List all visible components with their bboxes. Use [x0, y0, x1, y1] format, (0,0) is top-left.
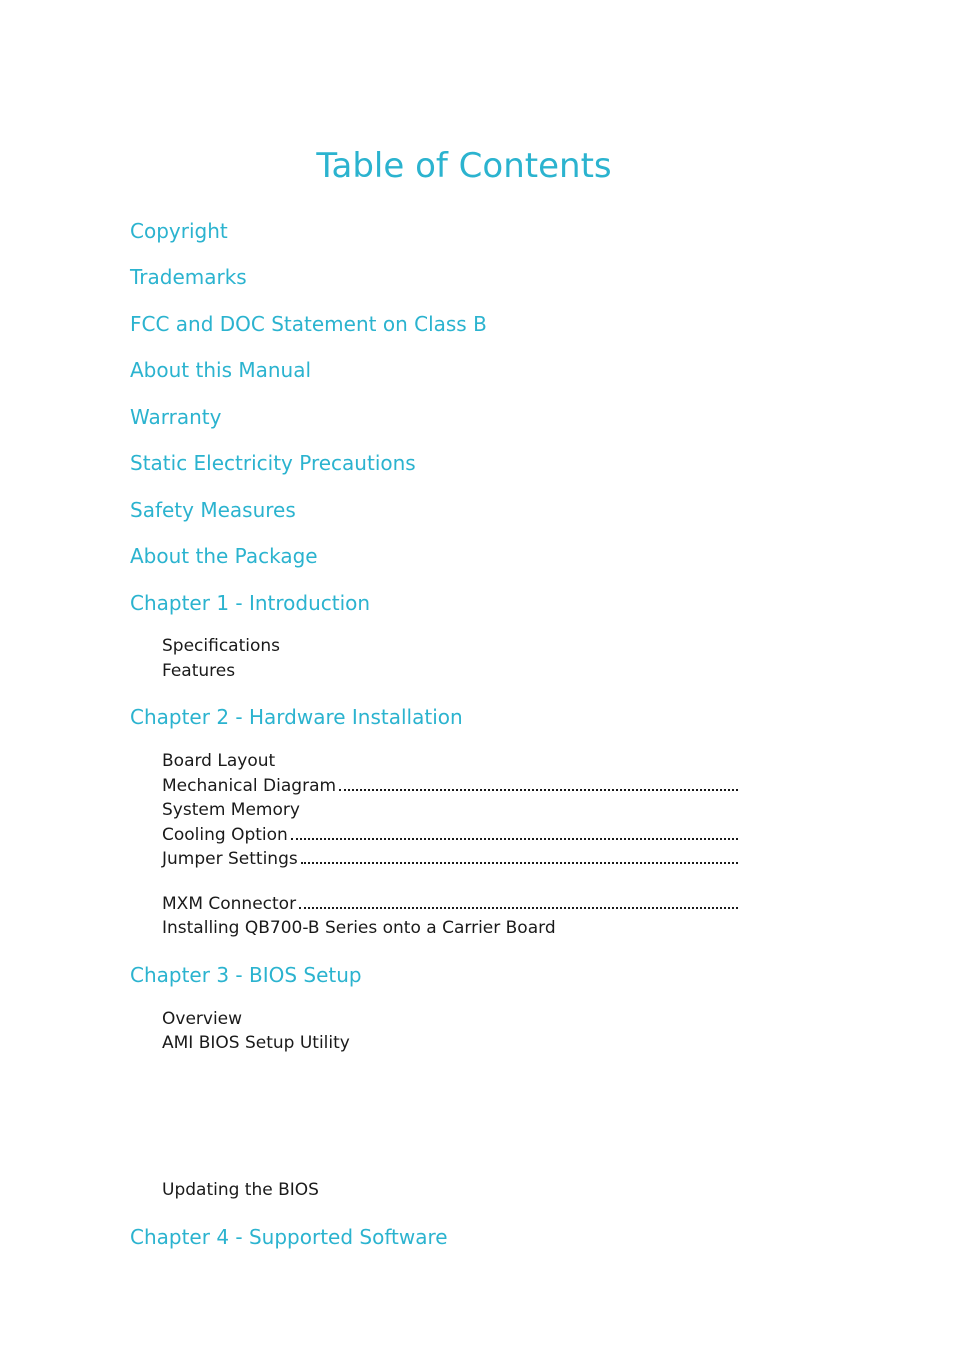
toc-subentry-features[interactable]: Features	[162, 661, 236, 681]
toc-subentry-label: Jumper Settings	[162, 849, 298, 869]
toc-chapter-4[interactable]: Chapter 4 - Supported Software	[130, 1225, 448, 1249]
dot-leader	[339, 774, 738, 791]
toc-subentry-mechanical-diagram[interactable]	[162, 774, 738, 798]
toc-subentry-overview[interactable]: Overview	[162, 1009, 243, 1029]
toc-entry-trademarks[interactable]: Trademarks	[130, 265, 247, 289]
dot-leader	[301, 847, 738, 864]
toc-subentry-board-layout[interactable]: Board Layout	[162, 751, 276, 771]
toc-entry-safety-measures[interactable]: Safety Measures	[130, 498, 296, 522]
toc-subentry-label: Cooling Option	[162, 825, 288, 845]
toc-subentry-label: MXM Connector	[162, 894, 297, 914]
toc-subentry-cooling-option[interactable]	[162, 823, 738, 847]
toc-subentry-system-memory[interactable]: System Memory	[162, 800, 300, 820]
toc-entry-fcc-statement[interactable]: FCC and DOC Statement on Class B	[130, 312, 487, 336]
toc-subentry-jumper-settings[interactable]	[162, 847, 738, 871]
toc-entry-warranty[interactable]: Warranty	[130, 405, 222, 429]
toc-chapter-2[interactable]: Chapter 2 - Hardware Installation	[130, 705, 463, 729]
toc-subentry-installing-carrier-board[interactable]: Installing QB700-B Series onto a Carrier Board	[162, 918, 556, 938]
toc-chapter-3[interactable]: Chapter 3 - BIOS Setup	[130, 963, 362, 987]
toc-subentry-mxm-connector[interactable]	[162, 892, 738, 916]
toc-entry-about-package[interactable]: About the Package	[130, 544, 318, 568]
toc-chapter-1[interactable]: Chapter 1 - Introduction	[130, 591, 371, 615]
dot-leader	[299, 892, 738, 909]
dot-leader	[291, 823, 738, 840]
page-title: Table of Contents	[316, 146, 612, 186]
toc-entry-copyright[interactable]: Copyright	[130, 219, 228, 243]
toc-entry-static-electricity[interactable]: Static Electricity Precautions	[130, 451, 416, 475]
toc-subentry-ami-bios-setup[interactable]: AMI BIOS Setup Utility	[162, 1033, 350, 1053]
toc-subentry-label: Mechanical Diagram	[162, 776, 337, 796]
toc-subentry-specifications[interactable]: Specifications	[162, 636, 281, 656]
toc-subentry-updating-bios[interactable]: Updating the BIOS	[162, 1180, 319, 1200]
toc-entry-about-manual[interactable]: About this Manual	[130, 358, 312, 382]
